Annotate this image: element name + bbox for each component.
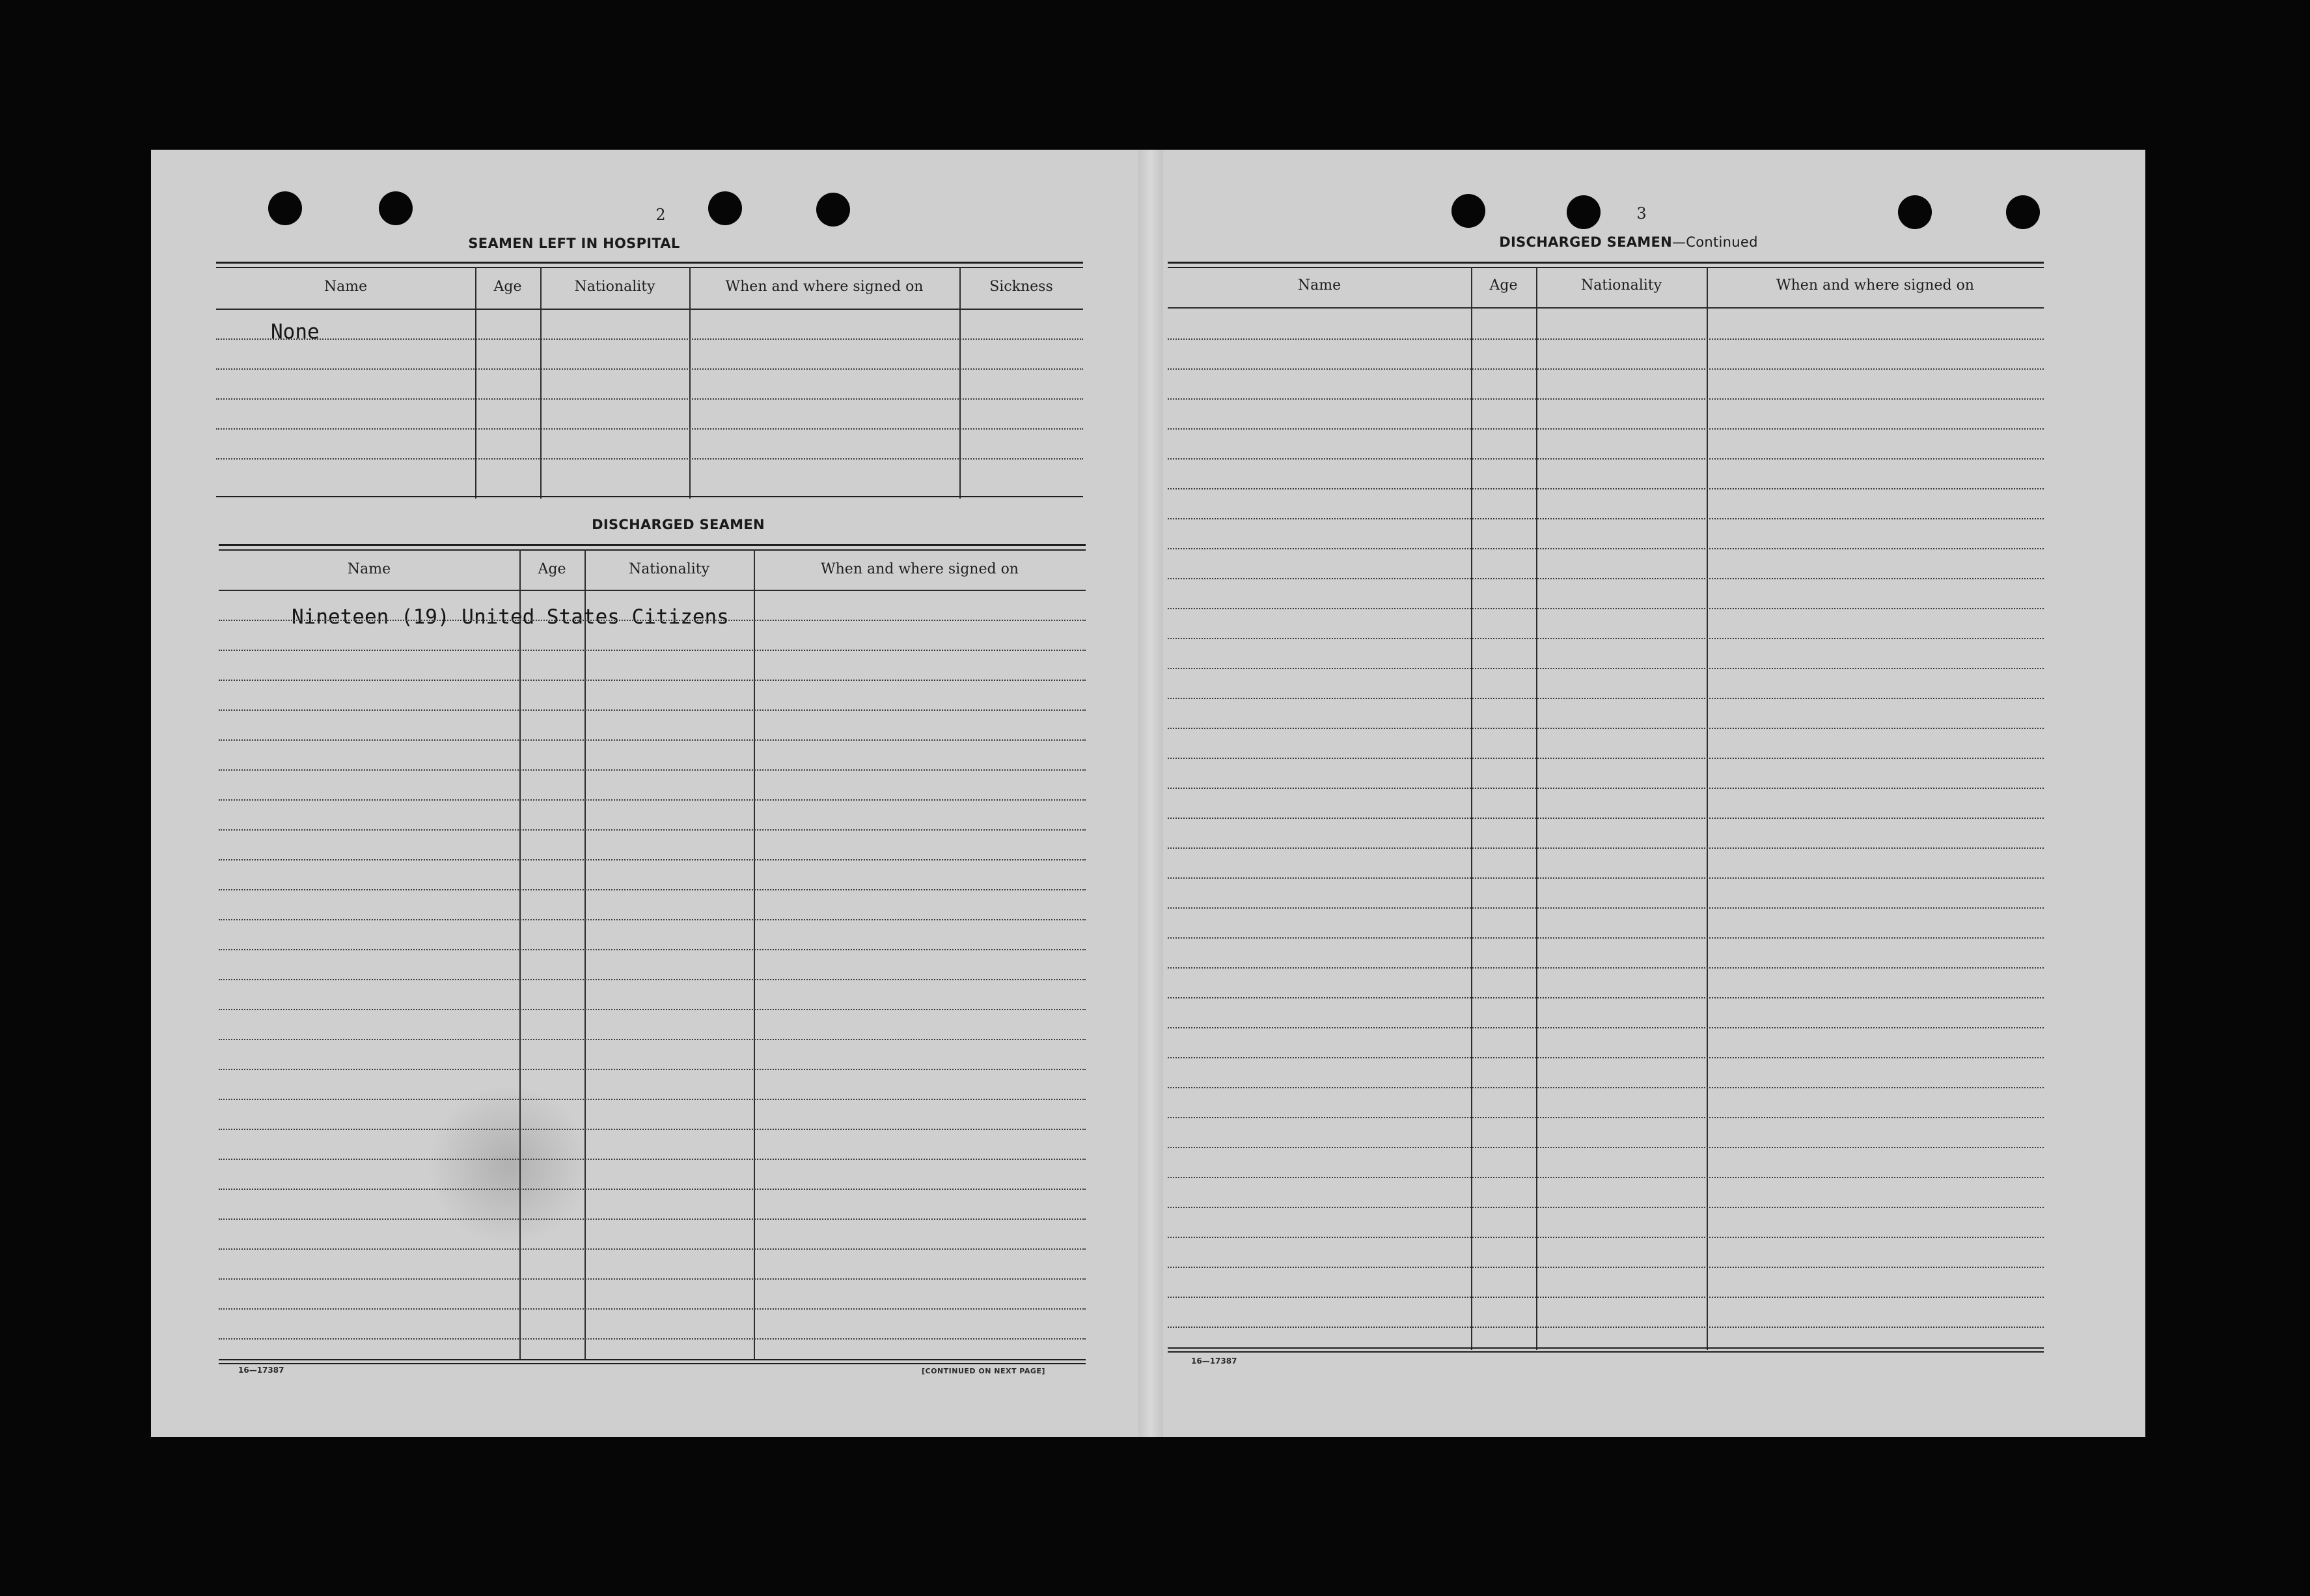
bottom-rule (216, 496, 1083, 497)
header-rule (219, 590, 1086, 591)
col-header-nationality: Nationality (1580, 277, 1662, 294)
header-rule (1168, 307, 2044, 309)
row-line (219, 1039, 1086, 1040)
row-line (1168, 638, 2044, 639)
row-line (1168, 1267, 2044, 1268)
row-line (1168, 1297, 2044, 1298)
row-line (216, 338, 1083, 340)
row-line (216, 458, 1083, 460)
col-header-name: Name (347, 561, 391, 577)
row-line (219, 919, 1086, 920)
top-rule (1168, 267, 2044, 268)
row-line (1168, 518, 2044, 519)
punch-hole (379, 191, 413, 225)
punch-hole (1898, 195, 1932, 229)
punch-hole (268, 191, 302, 225)
row-line (1168, 1057, 2044, 1058)
row-line (219, 1218, 1086, 1220)
row-line (1168, 1087, 2044, 1088)
right-page (1153, 150, 2145, 1437)
row-line (1168, 907, 2044, 909)
discharged-entry: Nineteen (19) United States Citizens (292, 605, 729, 629)
row-line (219, 979, 1086, 980)
row-line (1168, 698, 2044, 699)
row-line (219, 1308, 1086, 1310)
col-header-nationality: Nationality (628, 561, 710, 577)
punch-hole (1451, 194, 1485, 228)
document-sheet (151, 150, 2145, 1437)
row-line (1168, 1147, 2044, 1148)
discharged-continued-title (1466, 234, 1791, 250)
bottom-rule (219, 1359, 1086, 1360)
punch-hole (708, 191, 742, 225)
row-line (1168, 758, 2044, 759)
col-header-age: Age (1489, 277, 1518, 294)
row-line (1168, 578, 2044, 579)
row-line (219, 1099, 1086, 1100)
row-line (216, 428, 1083, 430)
row-line (1168, 818, 2044, 819)
page-number: 3 (1636, 204, 1647, 223)
column-divider (584, 549, 586, 1360)
row-line (219, 1069, 1086, 1070)
column-divider (519, 549, 521, 1360)
bottom-rule (1168, 1351, 2044, 1353)
row-line (219, 769, 1086, 771)
col-header-age: Age (538, 561, 566, 577)
column-divider (475, 267, 476, 499)
row-line (1168, 548, 2044, 549)
col-header-age: Age (493, 279, 522, 295)
row-line (1168, 997, 2044, 998)
row-line (1168, 458, 2044, 460)
row-line (1168, 1177, 2044, 1178)
row-line (1168, 1327, 2044, 1328)
column-divider (540, 267, 542, 499)
punch-hole (2006, 195, 2040, 229)
row-line (219, 859, 1086, 860)
col-header-signed-on: When and where signed on (821, 561, 1019, 577)
row-line (1168, 1117, 2044, 1118)
row-line (1168, 668, 2044, 669)
top-rule (216, 267, 1083, 268)
col-header-signed-on: When and where signed on (725, 279, 924, 295)
punch-hole (816, 193, 850, 227)
continued-note: [CONTINUED ON NEXT PAGE] (922, 1367, 1045, 1375)
left-page (151, 150, 1147, 1437)
row-line (1168, 967, 2044, 969)
col-header-signed-on: When and where signed on (1776, 277, 1974, 294)
top-rule (219, 549, 1086, 551)
row-line (219, 1189, 1086, 1190)
row-line (1168, 1207, 2044, 1208)
row-line (219, 709, 1086, 711)
row-line (1168, 728, 2044, 729)
col-header-name: Name (323, 279, 368, 295)
header-rule (216, 309, 1083, 310)
row-line (1168, 488, 2044, 489)
form-number: 16—17387 (238, 1366, 284, 1375)
discharged-section-title: DISCHARGED SEAMEN (592, 517, 765, 532)
discharged-continued-ledger (1168, 262, 2044, 1368)
row-line (219, 1129, 1086, 1130)
row-line (1168, 788, 2044, 789)
row-line (1168, 428, 2044, 430)
page-number: 2 (655, 206, 666, 224)
row-line (219, 889, 1086, 890)
col-header-nationality: Nationality (574, 279, 655, 295)
hospital-entry: None (271, 320, 320, 344)
row-line (1168, 398, 2044, 400)
form-number: 16—17387 (1191, 1356, 1237, 1366)
top-rule (219, 544, 1086, 546)
row-line (1168, 877, 2044, 879)
title-main: DISCHARGED SEAMEN (1499, 234, 1672, 250)
column-divider (689, 267, 691, 499)
row-line (219, 1009, 1086, 1010)
row-line (219, 620, 1086, 621)
row-line (1168, 847, 2044, 849)
column-divider (754, 549, 755, 1360)
bottom-rule (1168, 1347, 2044, 1349)
row-line (219, 1338, 1086, 1340)
row-line (216, 368, 1083, 370)
row-line (219, 799, 1086, 801)
hospital-section-title: SEAMEN LEFT IN HOSPITAL (468, 236, 680, 251)
row-line (216, 398, 1083, 400)
column-divider (959, 267, 961, 499)
col-header-sickness: Sickness (989, 279, 1053, 295)
discharged-ledger (219, 544, 1086, 1390)
row-line (219, 680, 1086, 681)
title-suffix: —Continued (1671, 234, 1758, 250)
row-line (1168, 1237, 2044, 1238)
top-rule (216, 262, 1083, 264)
top-rule (1168, 262, 2044, 264)
row-line (219, 949, 1086, 950)
row-line (219, 739, 1086, 741)
row-line (219, 1159, 1086, 1160)
row-line (219, 1278, 1086, 1280)
row-line (1168, 1027, 2044, 1028)
row-line (1168, 368, 2044, 370)
row-line (219, 1248, 1086, 1250)
row-line (219, 650, 1086, 651)
bottom-rule (219, 1363, 1086, 1364)
punch-hole (1567, 195, 1601, 229)
row-line (219, 829, 1086, 831)
row-line (1168, 608, 2044, 609)
row-line (1168, 338, 2044, 340)
row-line (1168, 937, 2044, 939)
col-header-name: Name (1297, 277, 1341, 294)
